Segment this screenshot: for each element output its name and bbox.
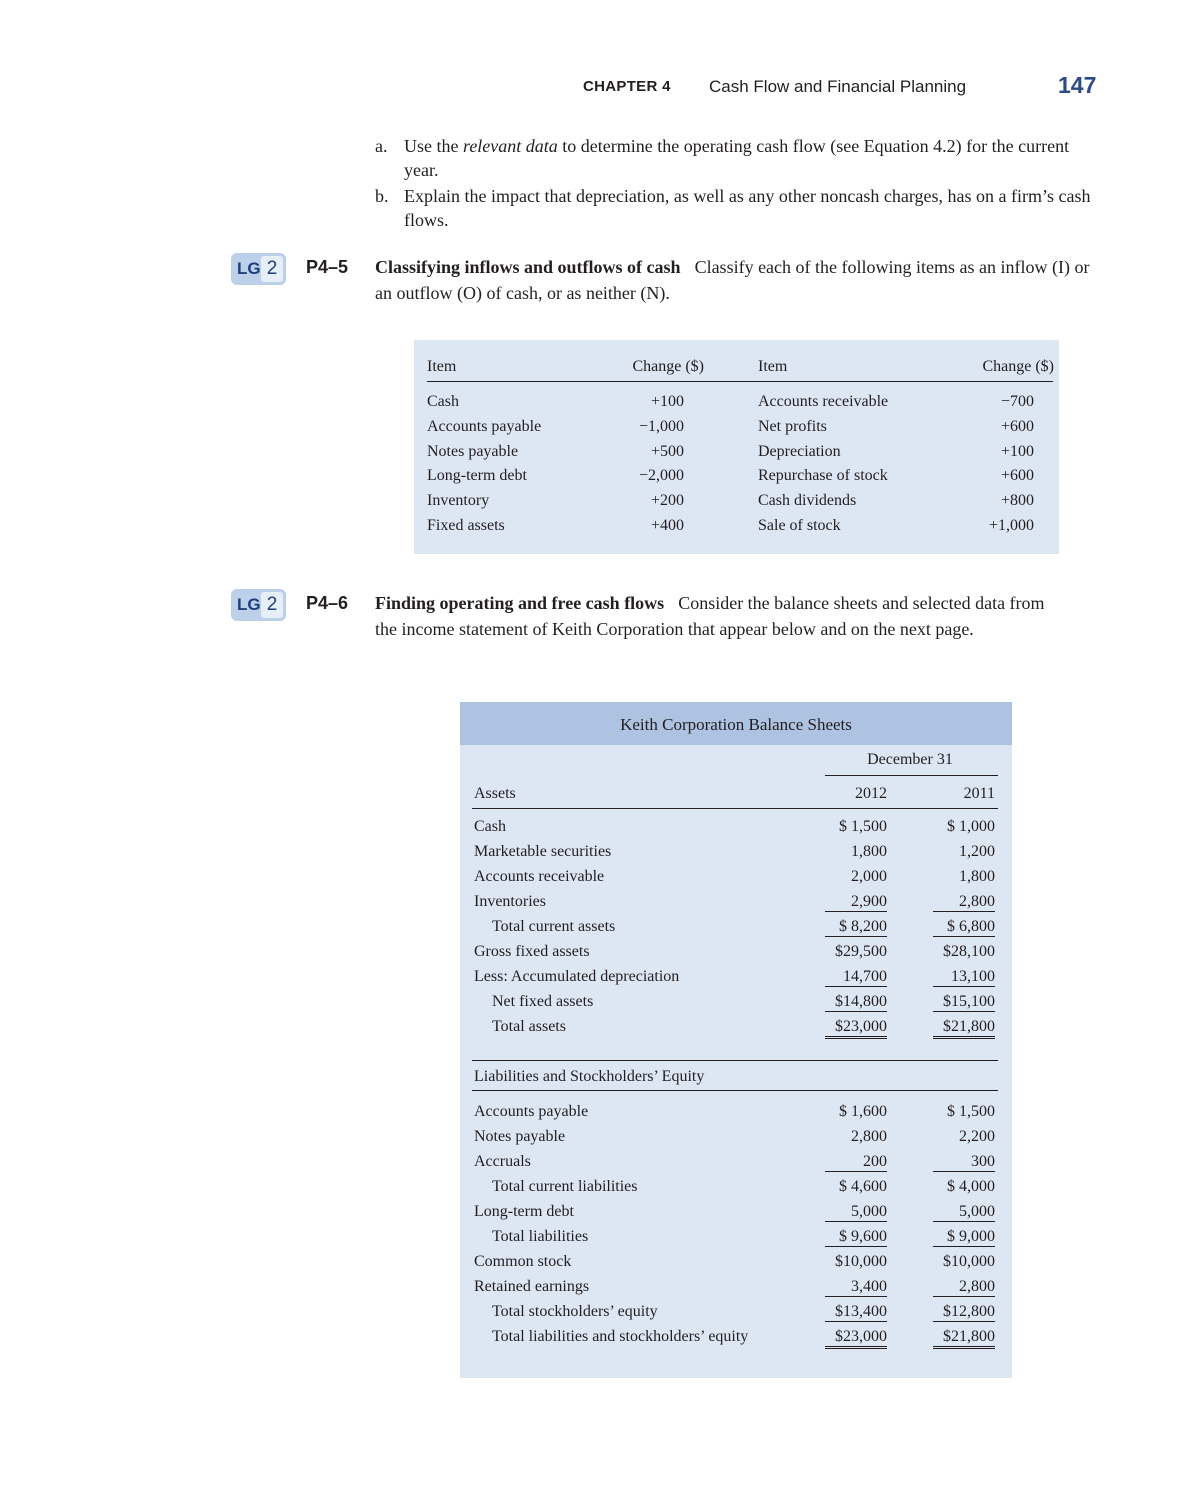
question-letter: a. (375, 136, 388, 156)
row-label: Inventories (474, 893, 546, 910)
value-2012: $ 9,600 (825, 1228, 887, 1247)
value-2012: $ 1,500 (839, 818, 887, 835)
value-2012: $14,800 (825, 993, 887, 1012)
value-2011: $21,800 (933, 1018, 995, 1039)
value-2012: $29,500 (835, 943, 887, 960)
table-cell-change: −2,000 (638, 467, 684, 485)
table-cell-item: Inventory (427, 492, 490, 510)
table-cell-item: Repurchase of stock (758, 467, 888, 485)
liabilities-label: Liabilities and Stockholders’ Equity (474, 1068, 705, 1085)
date-rule (825, 775, 998, 776)
value-2011: 2,200 (959, 1128, 995, 1145)
table-cell-change: +1,000 (988, 517, 1034, 534)
row-label: Total stockholders’ equity (492, 1303, 658, 1320)
row-label: Cash (474, 818, 506, 835)
value-2011: $10,000 (943, 1253, 995, 1270)
value-2012: 2,000 (851, 868, 887, 885)
learning-goal-badge: LG 2 (231, 253, 286, 285)
column-header: Item (427, 358, 457, 375)
row-label: Gross fixed assets (474, 943, 590, 960)
table-cell-item: Sale of stock (758, 517, 841, 534)
table-title: Keith Corporation Balance Sheets (620, 715, 852, 734)
value-2011: $ 9,000 (933, 1228, 995, 1247)
value-2012: $23,000 (825, 1018, 887, 1039)
problem-text: Finding operating and free cash flows Consider the balance sheets and selected data from the income statement of Keith Corporation that appear below and on the next page. (375, 593, 1045, 639)
table-cell-item: Depreciation (758, 442, 841, 460)
column-header: Change ($) (632, 358, 704, 375)
row-label: Less: Accumulated depreciation (474, 968, 680, 985)
value-2012: $ 4,600 (839, 1178, 887, 1195)
value-2011: 2,800 (933, 1278, 995, 1297)
value-2011: $12,800 (933, 1303, 995, 1322)
chapter-label: CHAPTER 4 (583, 78, 671, 95)
table-cell-change: −700 (1000, 393, 1034, 410)
value-2012: $13,400 (825, 1303, 887, 1322)
learning-goal-badge: LG 2 (231, 589, 286, 621)
chapter-title: Cash Flow and Financial Planning (709, 77, 967, 96)
value-2012: 5,000 (825, 1203, 887, 1222)
row-label: Total liabilities (492, 1228, 589, 1245)
problem-title: Classifying inflows and outflows of cash (375, 257, 681, 277)
value-2012: $ 1,600 (839, 1103, 887, 1120)
table-cell-change: +400 (650, 517, 684, 534)
table-cell-item: Fixed assets (427, 517, 505, 534)
table-cell-item: Notes payable (427, 442, 519, 460)
row-label: Common stock (474, 1253, 572, 1270)
liabilities-rule (472, 1090, 998, 1091)
value-2011: $15,100 (933, 993, 995, 1012)
row-label: Total current liabilities (492, 1178, 638, 1195)
table-cell-item: Net profits (758, 417, 827, 435)
problem-number: P4–6 (306, 593, 349, 613)
row-label: Notes payable (474, 1128, 566, 1145)
page-header (0, 72, 1200, 102)
table-cell-change: −1,000 (638, 417, 684, 435)
row-label: Net fixed assets (492, 993, 594, 1010)
table-cell-change: +100 (650, 393, 684, 410)
date-header: December 31 (867, 751, 953, 768)
year-header: 2011 (963, 785, 995, 802)
year-header: 2012 (855, 785, 887, 802)
cash-flow-items-table (414, 340, 1059, 554)
row-label: Total assets (492, 1018, 566, 1035)
row-label: Total current assets (492, 918, 616, 935)
table-cell-change: +500 (650, 442, 684, 460)
value-2012: 2,800 (851, 1128, 887, 1145)
question-letter: b. (375, 186, 389, 206)
table-cell-change: +200 (650, 492, 684, 510)
table-cell-change: +600 (1000, 417, 1034, 435)
row-label: Accruals (474, 1153, 531, 1170)
table-cell-change: +800 (1000, 492, 1034, 510)
problem-title: Finding operating and free cash flows (375, 593, 665, 613)
value-2012: 2,900 (825, 893, 887, 912)
question-text: Use the relevant data to determine the operating cash flow (see Equation 4.2) for the current year. (404, 136, 1070, 180)
balance-sheet-table (460, 702, 1012, 1378)
value-2011: $ 4,000 (947, 1178, 995, 1195)
value-2011: 13,100 (933, 968, 995, 987)
value-2012: 200 (825, 1153, 887, 1172)
value-2011: $ 1,000 (947, 818, 995, 835)
value-2011: 1,200 (959, 843, 995, 860)
table-cell-item: Accounts payable (427, 417, 542, 435)
question-text: Explain the impact that depreciation, as well as any other noncash charges, has on a firm’s cash flows. (404, 186, 1091, 230)
table-cell-item: Cash (427, 393, 459, 410)
value-2012: $10,000 (835, 1253, 887, 1270)
value-2011: 5,000 (933, 1203, 995, 1222)
value-2011: 2,800 (933, 893, 995, 912)
row-label: Total liabilities and stockholders’ equity (492, 1328, 749, 1345)
table-cell-item: Long-term debt (427, 467, 527, 485)
value-2011: 300 (933, 1153, 995, 1172)
section-rule (472, 1060, 998, 1061)
row-label: Retained earnings (474, 1278, 590, 1295)
assets-rule (472, 808, 998, 809)
value-2011: $28,100 (943, 943, 995, 960)
row-label: Accounts receivable (474, 868, 605, 885)
problem-number: P4–5 (306, 257, 349, 277)
value-2011: $ 6,800 (933, 918, 995, 937)
value-2011: $ 1,500 (947, 1103, 995, 1120)
table-cell-change: +100 (1000, 442, 1034, 460)
assets-label: Assets (474, 785, 516, 802)
value-2012: 1,800 (851, 843, 887, 860)
column-header: Change ($) (982, 358, 1054, 375)
problem-text: Classifying inflows and outflows of cash Classify each of the following items as an inflow (I) or an outflow (O) of cash, or as neither (N). (375, 257, 1090, 303)
table-cell-change: +600 (1000, 467, 1034, 485)
row-label: Accounts payable (474, 1103, 589, 1120)
value-2012: $ 8,200 (825, 918, 887, 937)
table-cell-item: Accounts receivable (758, 393, 889, 410)
header-rule (427, 381, 1053, 382)
row-label: Long-term debt (474, 1203, 574, 1220)
value-2011: $21,800 (933, 1328, 995, 1349)
column-header: Item (758, 358, 788, 375)
table-cell-item: Cash dividends (758, 492, 857, 510)
row-label: Marketable securities (474, 843, 612, 860)
value-2012: $23,000 (825, 1328, 887, 1349)
value-2011: 1,800 (959, 868, 995, 885)
value-2012: 3,400 (825, 1278, 887, 1297)
page-number: 147 (1058, 72, 1097, 98)
value-2012: 14,700 (825, 968, 887, 987)
